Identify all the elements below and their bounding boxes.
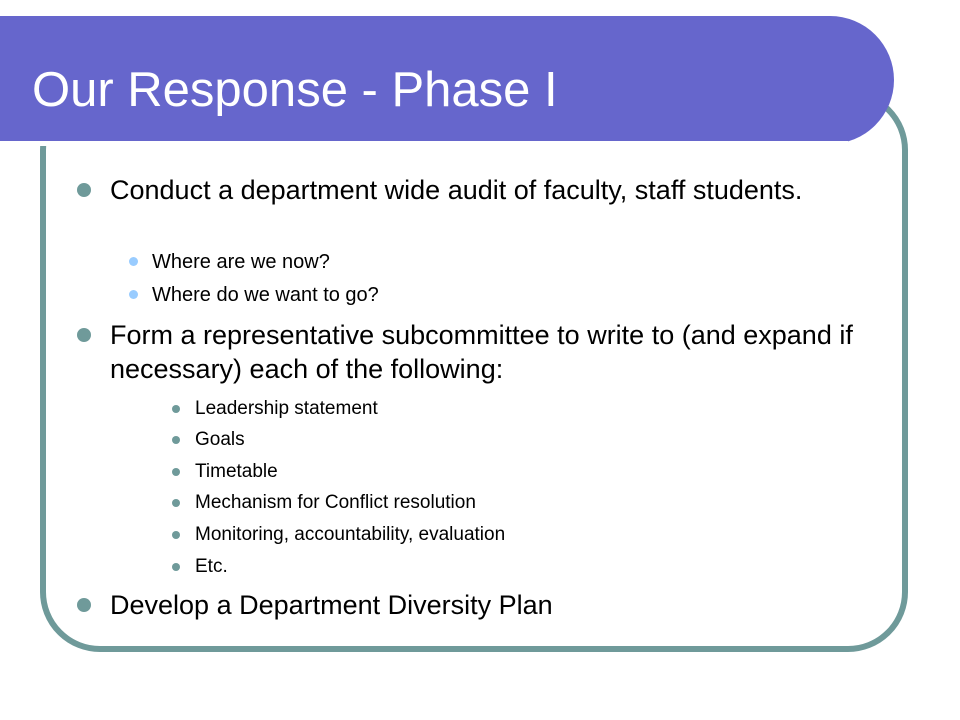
sub-bullet-item: Goals: [195, 429, 245, 450]
sub-bullet-icon: [172, 563, 180, 571]
bullet-item: Conduct a department wide audit of faculty, staff students.: [110, 175, 803, 205]
bullet-item: Develop a Department Diversity Plan: [110, 590, 553, 620]
sub-bullet-icon: [172, 405, 180, 413]
sub-bullet-item: Leadership statement: [195, 398, 378, 419]
sub-bullet-icon: [129, 257, 138, 266]
sub-bullet-item: Monitoring, accountability, evaluation: [195, 524, 506, 545]
bullet-icon: [77, 328, 91, 342]
sub-bullet-icon: [172, 499, 180, 507]
bullet-item: Form a representative subcommittee to write to (and expand if necessary) each of the following:: [110, 320, 853, 384]
slide-title: Our Response - Phase I: [32, 63, 558, 117]
sub-bullet-item: Timetable: [195, 461, 278, 482]
sub-bullet-item: Where are we now?: [152, 251, 330, 273]
sub-bullet-icon: [129, 290, 138, 299]
sub-bullet-item: Etc.: [195, 556, 228, 577]
bullet-icon: [77, 598, 91, 612]
sub-bullet-item: Mechanism for Conflict resolution: [195, 492, 476, 513]
sub-bullet-icon: [172, 468, 180, 476]
sub-bullet-icon: [172, 436, 180, 444]
bullet-icon: [77, 183, 91, 197]
sub-bullet-item: Where do we want to go?: [152, 284, 379, 306]
sub-bullet-icon: [172, 531, 180, 539]
